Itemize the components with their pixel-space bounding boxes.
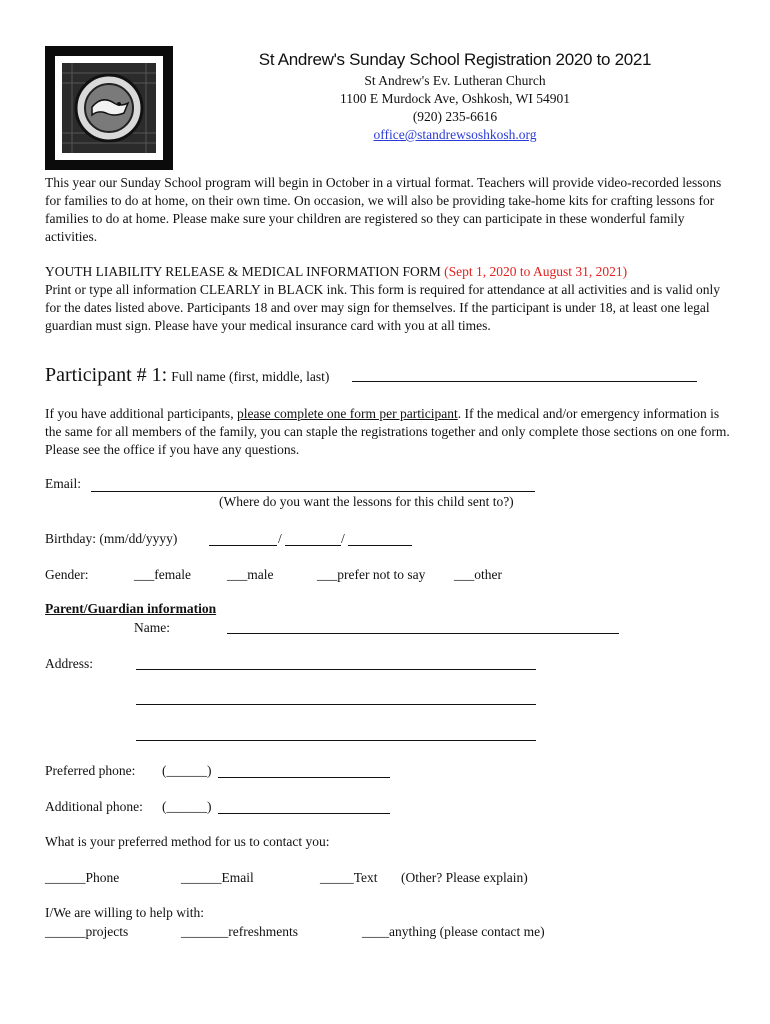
birthday-day-field[interactable] [285,545,341,546]
release-body: Print or type all information CLEARLY in BLACK ink. This form is required for attendance at all activities and is valid only for the dates listed above. Participants 18 and over may sign for themselves. If the participant is under 18, at least one legal guardian must sign. Please have your medical insurance card with you at all times. [45,282,721,333]
preferred-phone-number-field[interactable] [218,777,390,778]
release-dates: (Sept 1, 2020 to August 31, 2021) [444,264,628,279]
intro-paragraph: This year our Sunday School program will begin in October in a virtual format. Teachers will provide video-recorded lessons for families to do at home, on their own time. On occasion, we will also be providing take-home kits for crafting lessons for families to do at home. Please make sure your children are registered so they can participate in these wonderful family activities. [45,175,722,244]
birthday-month-field[interactable] [209,545,277,546]
church-name: St Andrew's Ev. Lutheran Church [364,73,546,88]
address-line-1-field[interactable] [136,669,536,670]
address-line-2-field[interactable] [136,704,536,705]
church-email-link[interactable]: office@standrewsoshkosh.org [373,127,537,142]
help-option-projects[interactable]: ______projects [45,924,129,939]
additional-participants-note: If you have additional participants, please complete one form per participant. If the medical and/or emergency information is the same for all members of the family, you can staple the registrations together and only complete those sections on one form. Please see the office if you have any questions. [45,406,730,457]
guardian-heading: Parent/Guardian information [45,601,217,616]
gender-option-female[interactable]: ___female [134,567,191,582]
help-option-refreshments[interactable]: _______refreshments [181,924,298,939]
gender-option-male[interactable]: ___male [227,567,274,582]
one-form-per-participant: please complete one form per participant [236,406,458,421]
form-title: St Andrew's Sunday School Registration 2020 to 2021 [258,50,652,69]
contact-option-text[interactable]: _____Text [320,870,378,885]
guardian-name-field[interactable] [227,633,619,634]
birthday-year-field[interactable] [348,545,412,546]
additional-phone-area-field[interactable]: (______) [162,799,212,814]
email-hint: (Where do you want the lessons for this child sent to?) [219,494,514,509]
email-field[interactable] [91,491,535,492]
gender-option-other[interactable]: ___other [454,567,502,582]
gender-option-prefer-not[interactable]: ___prefer not to say [317,567,426,582]
participant-name-field[interactable] [352,381,697,382]
church-phone: (920) 235-6616 [412,109,498,124]
participant-name-label: Full name (first, middle, last) [171,369,330,384]
logo-emblem-icon [62,63,156,153]
preferred-phone-area-field[interactable]: (______) [162,763,212,778]
church-logo [45,46,173,170]
birthday-separator: / [278,531,282,546]
birthday-separator: / [341,531,345,546]
help-question: I/We are willing to help with: [45,905,205,920]
participant-row [45,364,329,387]
church-address: 1100 E Murdock Ave, Oshkosh, WI 54901 [340,91,570,106]
address-line-3-field[interactable] [136,740,536,741]
guardian-address-label: Address: [45,656,93,671]
release-section [45,263,730,335]
gender-label: Gender: [45,567,89,582]
contact-method-question: What is your preferred method for us to contact you: [45,834,330,849]
contact-option-other[interactable]: (Other? Please explain) [401,870,528,885]
birthday-label: Birthday: (mm/dd/yyyy) [45,531,178,546]
help-option-anything[interactable]: ____anything (please contact me) [362,924,545,939]
release-heading: YOUTH LIABILITY RELEASE & MEDICAL INFORMATION FORM [45,264,441,279]
contact-option-email[interactable]: ______Email [181,870,254,885]
guardian-name-label: Name: [134,620,170,635]
preferred-phone-label: Preferred phone: [45,763,136,778]
email-label: Email: [45,476,81,491]
participant-label: Participant # 1: [45,364,168,386]
additional-phone-label: Additional phone: [45,799,143,814]
additional-phone-number-field[interactable] [218,813,390,814]
contact-option-phone[interactable]: ______Phone [45,870,120,885]
